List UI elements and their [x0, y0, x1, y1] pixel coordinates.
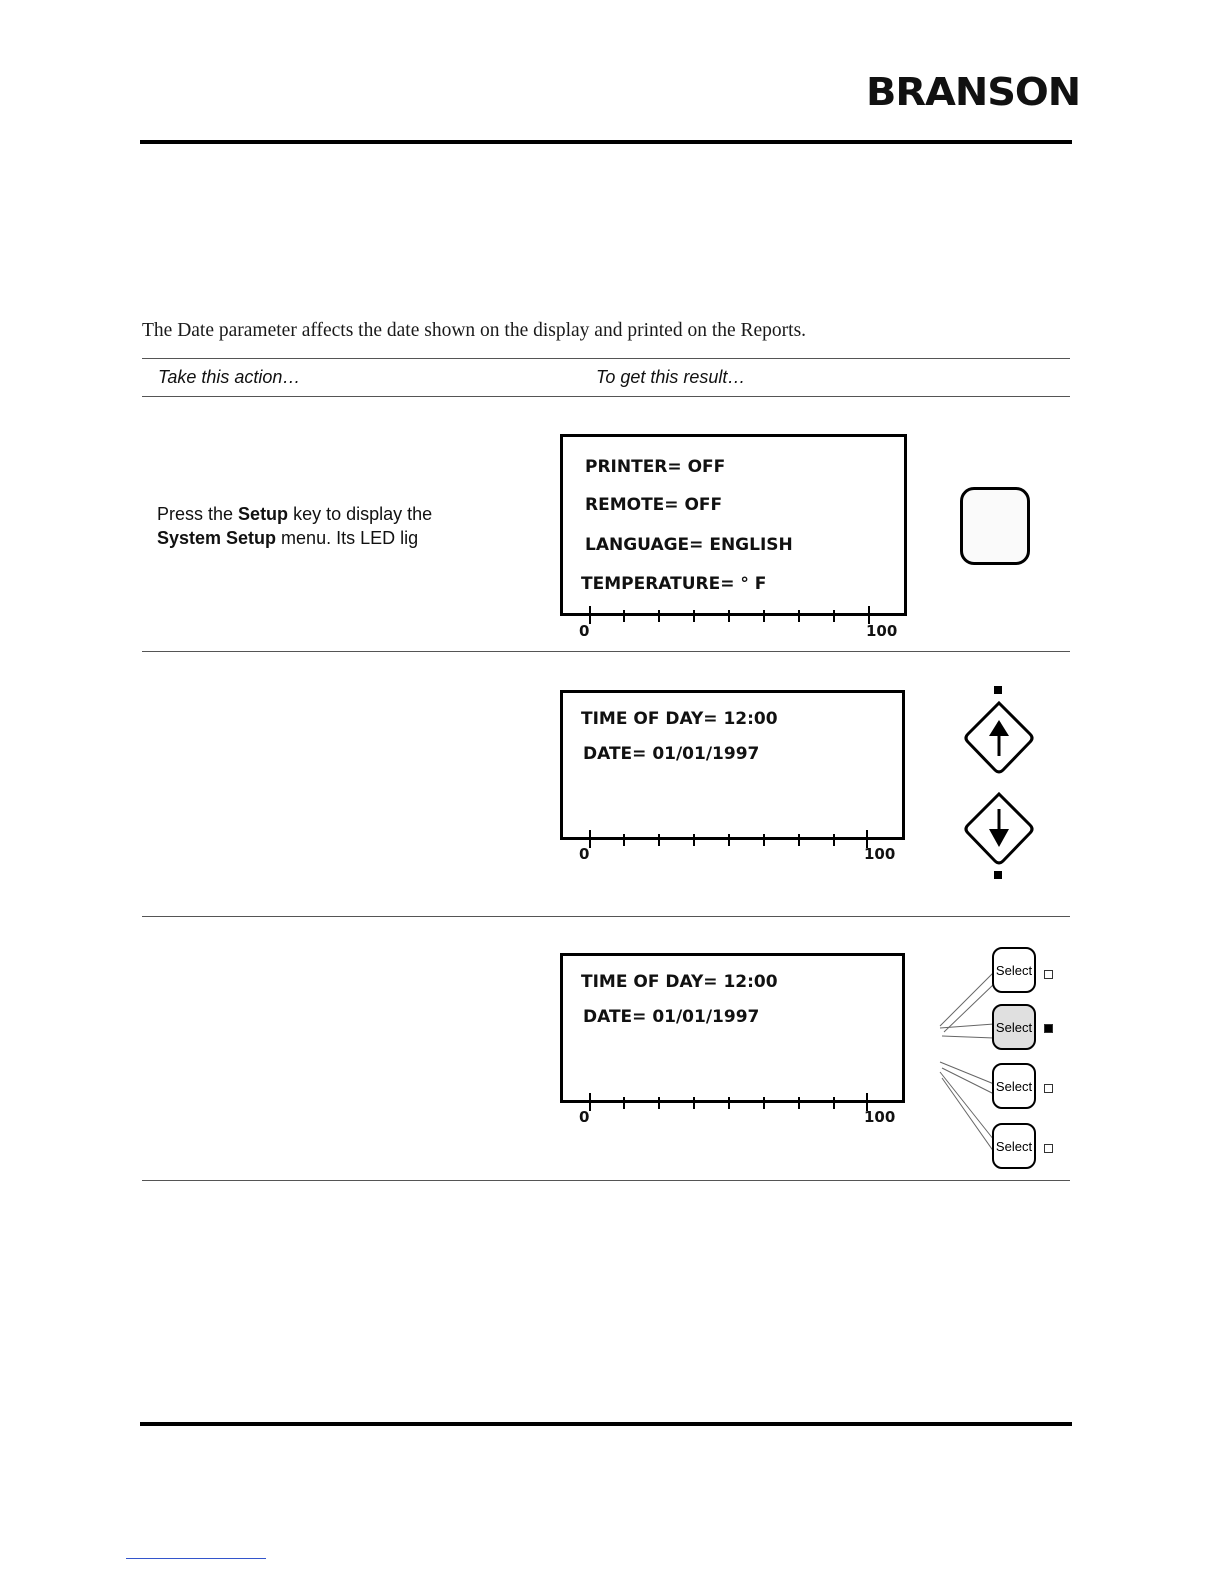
lcd-line-time-of-day: TIME OF DAY= 12:00 [581, 972, 778, 992]
row-divider [142, 651, 1070, 652]
scale-min-label: 0 [579, 1108, 590, 1126]
branson-logo: BRANSON [866, 70, 1081, 114]
down-key-led [994, 871, 1002, 879]
lcd-display-step2 [560, 690, 905, 840]
bar-scale-step2 [580, 828, 880, 852]
lcd-line-language: LANGUAGE= ENGLISH [585, 535, 793, 555]
lcd-line-temperature: TEMPERATURE= ° F [581, 574, 767, 594]
table-top-rule [142, 358, 1070, 359]
table-bottom-rule [142, 1180, 1070, 1181]
scale-max-label: 100 [864, 1108, 896, 1126]
lcd-line-time-of-day: TIME OF DAY= 12:00 [581, 709, 778, 729]
up-arrow-key[interactable] [964, 700, 1034, 776]
bar-scale-step3 [580, 1091, 880, 1115]
lcd-line-date: DATE= 01/01/1997 [583, 1007, 760, 1027]
down-arrow-key[interactable] [964, 791, 1034, 867]
select-key-1[interactable]: Select [992, 947, 1036, 993]
row-divider [142, 916, 1070, 917]
table-header-rule [142, 396, 1070, 397]
lcd-line-printer: PRINTER= OFF [585, 457, 726, 477]
select-key-3-led [1044, 1084, 1053, 1093]
select-key-1-led [1044, 970, 1053, 979]
header-rule [140, 140, 1072, 144]
column-header-result: To get this result… [596, 367, 746, 387]
up-key-led [994, 686, 1002, 694]
scale-min-label: 0 [579, 622, 590, 640]
step1-action-text [157, 502, 517, 550]
scale-max-label: 100 [866, 622, 898, 640]
select-key-4[interactable]: Select [992, 1123, 1036, 1169]
intro-paragraph: The Date parameter affects the date shown on the display and printed on the Reports. [142, 320, 807, 341]
lcd-display-step3 [560, 953, 905, 1103]
action-text-part: menu. Its LED lig [276, 528, 419, 548]
select-key-2[interactable]: Select [992, 1004, 1036, 1050]
action-text-part: Press the [157, 504, 239, 524]
setup-key-name: Setup [238, 504, 289, 524]
action-text-part: key to display the [288, 504, 433, 524]
select-key-2-led [1044, 1024, 1053, 1033]
scale-max-label: 100 [864, 845, 896, 863]
select-key-3[interactable]: Select [992, 1063, 1036, 1109]
bar-scale-step1 [580, 604, 880, 628]
select-key-connectors [936, 960, 996, 1160]
footer-link-underline[interactable] [126, 1558, 266, 1559]
column-header-action: Take this action… [158, 367, 301, 387]
scale-min-label: 0 [579, 845, 590, 863]
lcd-line-date: DATE= 01/01/1997 [583, 744, 760, 764]
select-key-4-led [1044, 1144, 1053, 1153]
setup-key-button[interactable] [960, 487, 1030, 565]
system-setup-menu-name: System Setup [157, 528, 277, 548]
lcd-display-step1 [560, 434, 907, 616]
footer-rule [140, 1422, 1072, 1426]
lcd-line-remote: REMOTE= OFF [585, 495, 723, 515]
